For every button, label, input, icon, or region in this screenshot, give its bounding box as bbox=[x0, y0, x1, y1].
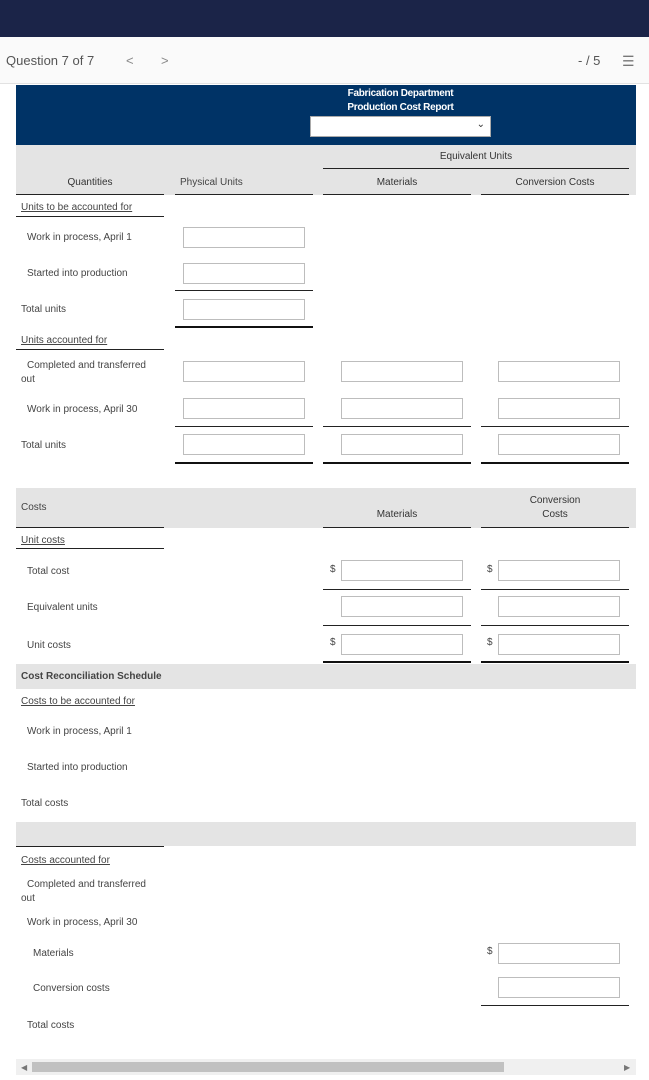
divider bbox=[481, 1005, 629, 1006]
started-physical-input[interactable] bbox=[183, 263, 305, 284]
unit-costs-conversion-input[interactable] bbox=[498, 634, 620, 655]
units-accounted-header: Units accounted for bbox=[21, 335, 108, 346]
divider bbox=[481, 527, 629, 528]
unit-costs-label: Unit costs bbox=[27, 640, 71, 651]
recon-wip-april1-label: Work in process, April 1 bbox=[27, 726, 132, 737]
total-units-label: Total units bbox=[21, 304, 67, 315]
wip-april30-label: Work in process, April 30 bbox=[27, 404, 138, 415]
costs-header-band bbox=[16, 488, 636, 528]
divider bbox=[323, 589, 471, 590]
total-units-2-materials-input[interactable] bbox=[341, 434, 463, 455]
wip-april30-conversion-input[interactable] bbox=[498, 398, 620, 419]
total-cost-materials-input[interactable] bbox=[341, 560, 463, 581]
equivalent-units-materials-input[interactable] bbox=[341, 596, 463, 617]
reconciliation-title: Cost Reconciliation Schedule bbox=[21, 671, 162, 682]
question-list-icon[interactable]: ☰ bbox=[622, 53, 635, 69]
total-units-2-physical-input[interactable] bbox=[183, 434, 305, 455]
wip-april1-label: Work in process, April 1 bbox=[27, 232, 132, 243]
equivalent-units-conversion-input[interactable] bbox=[498, 596, 620, 617]
divider bbox=[481, 625, 629, 626]
completed-label: Completed and transferred bbox=[27, 360, 146, 371]
report-title-line2: Production Cost Report bbox=[347, 102, 454, 113]
conversion-col-header: Conversion Costs bbox=[515, 177, 595, 188]
double-underline bbox=[323, 462, 471, 464]
question-label: Question 7 of 7 bbox=[6, 53, 95, 68]
total-units-physical-input[interactable] bbox=[183, 299, 305, 320]
recon-wip-april30-label: Work in process, April 30 bbox=[27, 917, 138, 928]
divider bbox=[175, 290, 313, 291]
wip-april1-physical-input[interactable] bbox=[183, 227, 305, 248]
next-question-button[interactable]: > bbox=[161, 53, 169, 68]
quantities-col-header: Quantities bbox=[67, 177, 113, 188]
costs-to-account-header: Costs to be accounted for bbox=[21, 696, 135, 707]
divider bbox=[481, 194, 629, 195]
recon-completed-label: Completed and transferred bbox=[27, 879, 146, 890]
divider bbox=[16, 216, 164, 217]
recon-total-costs-2-label: Total costs bbox=[27, 1020, 75, 1031]
divider bbox=[323, 625, 471, 626]
top-app-bar bbox=[0, 0, 649, 37]
divider bbox=[16, 548, 164, 549]
completed-physical-input[interactable] bbox=[183, 361, 305, 382]
double-underline bbox=[175, 326, 313, 328]
completed-label-cont: out bbox=[21, 374, 35, 385]
currency-symbol: $ bbox=[487, 946, 493, 957]
divider bbox=[323, 527, 471, 528]
started-label: Started into production bbox=[27, 268, 128, 279]
recon-materials-input[interactable] bbox=[498, 943, 620, 964]
total-units-2-label: Total units bbox=[21, 440, 67, 451]
total-cost-label: Total cost bbox=[27, 566, 70, 577]
costs-conversion-col-header-line1: Conversion bbox=[529, 495, 581, 506]
divider bbox=[481, 589, 629, 590]
total-units-2-conversion-input[interactable] bbox=[498, 434, 620, 455]
divider bbox=[175, 194, 313, 195]
recon-conversion-label: Conversion costs bbox=[33, 983, 110, 994]
currency-symbol: $ bbox=[487, 564, 493, 575]
scroll-left-arrow-icon[interactable]: ◀ bbox=[21, 1063, 28, 1072]
reconciliation-divider-band bbox=[16, 822, 636, 846]
double-underline bbox=[481, 462, 629, 464]
equivalent-units-label: Equivalent units bbox=[27, 602, 98, 613]
prev-question-button[interactable]: < bbox=[126, 53, 134, 68]
equivalent-units-header: Equivalent Units bbox=[439, 151, 513, 162]
recon-materials-label: Materials bbox=[33, 948, 74, 959]
unit-costs-header: Unit costs bbox=[21, 535, 65, 546]
completed-materials-input[interactable] bbox=[341, 361, 463, 382]
currency-symbol: $ bbox=[330, 564, 336, 575]
report-title-line1: Fabrication Department bbox=[347, 88, 454, 99]
score-display: - / 5 bbox=[578, 53, 601, 68]
double-underline bbox=[175, 462, 313, 464]
recon-total-costs-label: Total costs bbox=[21, 798, 69, 809]
wip-april30-materials-input[interactable] bbox=[341, 398, 463, 419]
report-method-select[interactable] bbox=[310, 116, 491, 137]
scrollbar-thumb[interactable] bbox=[32, 1062, 504, 1072]
divider bbox=[16, 194, 164, 195]
scroll-right-arrow-icon[interactable]: ▶ bbox=[624, 1063, 631, 1072]
units-to-account-header: Units to be accounted for bbox=[21, 202, 133, 213]
completed-conversion-input[interactable] bbox=[498, 361, 620, 382]
divider bbox=[16, 349, 164, 350]
double-underline bbox=[323, 661, 471, 663]
divider bbox=[16, 527, 164, 528]
divider bbox=[323, 168, 629, 169]
double-underline bbox=[481, 661, 629, 663]
divider bbox=[481, 426, 629, 427]
recon-started-label: Started into production bbox=[27, 762, 128, 773]
divider bbox=[323, 426, 471, 427]
recon-completed-label-cont: out bbox=[21, 893, 35, 904]
currency-symbol: $ bbox=[330, 637, 336, 648]
costs-materials-col-header: Materials bbox=[376, 509, 418, 520]
materials-col-header: Materials bbox=[376, 177, 418, 188]
total-cost-conversion-input[interactable] bbox=[498, 560, 620, 581]
costs-conversion-col-header-line2: Costs bbox=[542, 509, 568, 520]
divider bbox=[323, 194, 471, 195]
physical-units-col-header: Physical Units bbox=[180, 177, 243, 188]
costs-col-header: Costs bbox=[21, 502, 47, 513]
divider bbox=[175, 426, 313, 427]
chevron-down-icon: ⌄ bbox=[476, 119, 485, 130]
recon-conversion-input[interactable] bbox=[498, 977, 620, 998]
unit-costs-materials-input[interactable] bbox=[341, 634, 463, 655]
divider bbox=[16, 846, 164, 847]
question-nav-bar bbox=[0, 37, 649, 84]
costs-accounted-header: Costs accounted for bbox=[21, 855, 110, 866]
currency-symbol: $ bbox=[487, 637, 493, 648]
wip-april30-physical-input[interactable] bbox=[183, 398, 305, 419]
